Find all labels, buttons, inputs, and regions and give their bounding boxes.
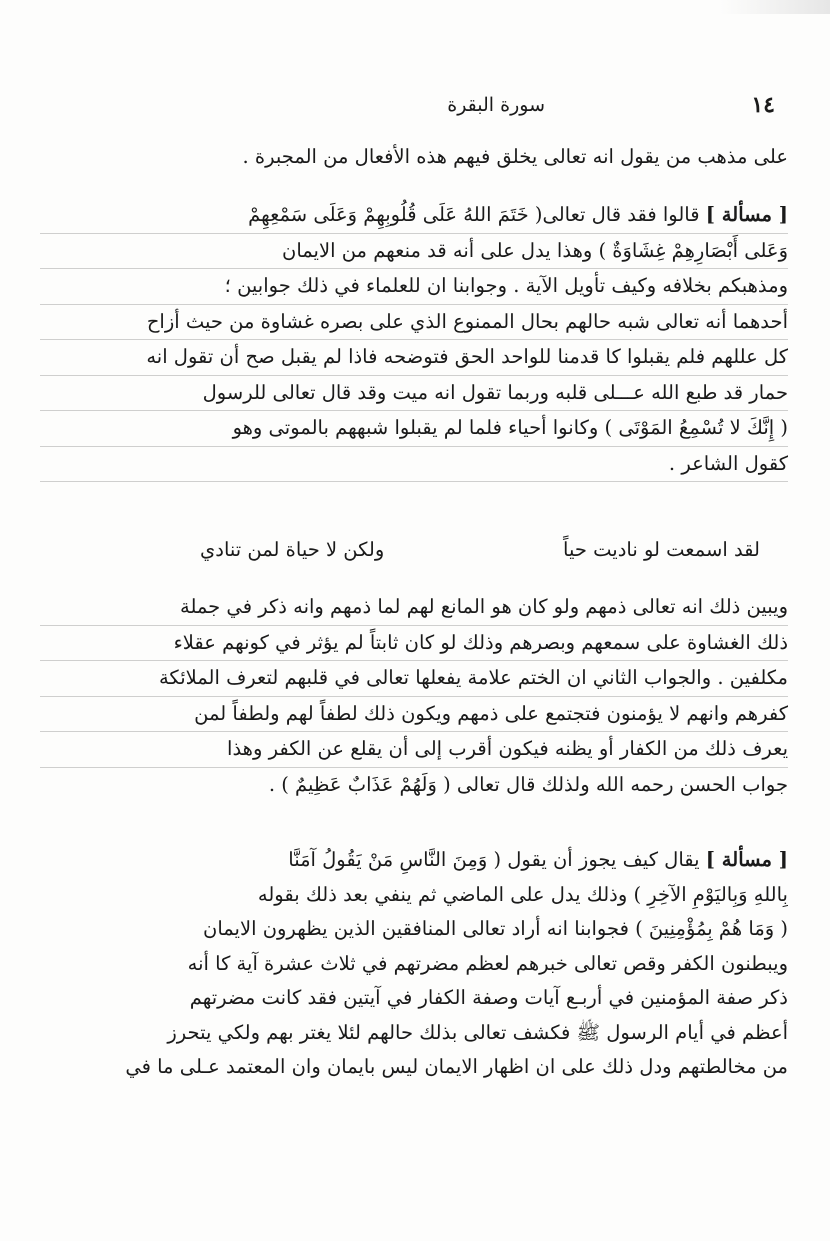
text-line: ( إِنَّكَ لا تُسْمِعُ المَوْتَى ) وكانوا أحياء فلما لم يقبلوا شبههم بالموتى وهو [40,411,788,447]
text-line: ذلك الغشاوة على سمعهم وبصرهم وذلك لو كان ثابتاً لم يؤثر في كونهم عقلاء [40,626,788,662]
text-line: جواب الحسن رحمه الله ولذلك قال تعالى ( وَلَهُمْ عَذَابٌ عَظِيمٌ ) . [268,772,788,796]
text-line: ذكر صفة المؤمنين في أربـع آيات وصفة الكفار في آيتين فقد كانت مضرتهم [189,986,788,1009]
text-line-content: قالوا فقد قال تعالى( خَتَمَ اللهُ عَلَى قُلُوبِهِمْ وَعَلَى سَمْعِهِمْ [248,203,700,226]
text-line: أحدهما أنه تعالى شبه حالهم بحال الممنوع الذي على بصره غشاوة من حيث أزاح [40,305,788,341]
masala-marker: [ مسألة ] [705,203,788,226]
text-line: كفرهم وانهم لا يؤمنون فتجتمع على ذمهم ويكون ذلك لطفاً لهم ولطفاً لمن [40,697,788,733]
text-line: كل عللهم فلم يقبلوا كا قدمنا للواحد الحق فتوضحه فاذا لم يقبل صح أن تقول انه [40,340,788,376]
text-line: أعظم في أيام الرسول ﷺ فكشف تعالى بذلك حالهم لئلا يغتر بهم ولكي يتحرز [167,1020,788,1044]
intro-paragraph [40,140,788,175]
text-line: ويبطنون الكفر وقص تعالى خبرهم لعظم مضرتهم في ثلاث عشرة آية كا أنه [187,951,788,975]
text-line [40,843,788,878]
text-line: وَعَلى أَبْصَارِهِمْ غِشَاوَةٌ ) وهذا يدل على أنه قد منعهم من الايمان [40,234,788,270]
page-number: ١٤ [751,92,775,118]
verse-second-hemistich: ولكن لا حياة لمن تنادي [200,538,385,561]
scan-edge-shade [720,0,830,14]
text-line: على مذهب من يقول انه تعالى يخلق فيهم هذه الأفعال من المجبرة . [242,145,788,168]
text-line: كقول الشاعر . [40,447,788,483]
text-line: ومذهبكم بخلافه وكيف تأويل الآية . وجوابنا ان للعلماء في ذلك جوابين ؛ [40,269,788,305]
masala-marker: [ مسألة ] [705,848,788,871]
text-line: يعرف ذلك من الكفار أو يظنه فيكون أقرب إلى أن يقلع عن الكفر وهذا [40,732,788,768]
verse-first-hemistich: لقد اسمعت لو ناديت حياً [563,538,760,561]
text-line: بِاللهِ وَبِاليَوْمِ الآخِرِ ) وذلك يدل على الماضي ثم ينفي بعد ذلك بقوله [257,882,788,906]
paragraph-2 [40,590,788,802]
text-line: ( وَمَا هُمْ بِمُؤْمِنِينَ ) فجوابنا انه أراد تعالى المنافقين الذين يظهرون الايمان [203,917,788,940]
text-line: من مخالطتهم ودل ذلك على ان اظهار الايمان ليس بايمان وان المعتمد عـلى ما في [125,1055,788,1078]
text-line: حمار قد طبع الله عـــلى قلبه وربما تقول انه ميت وقد قال تعالى للرسول [40,376,788,412]
text-line-content: يقال كيف يجوز أن يقول ( وَمِنَ النَّاسِ مَنْ يَقُولُ آمَنَّا [288,848,700,871]
text-line: ويبين ذلك انه تعالى ذمهم ولو كان هو المانع لهم لما ذمهم وانه ذكر في جملة [40,590,788,626]
running-title: سورة البقرة [447,94,545,116]
masala-2-paragraph [40,843,788,1085]
poetry-verse [200,538,760,568]
text-line [40,198,788,234]
page-header [415,92,775,122]
text-line: مكلفين . والجواب الثاني ان الختم علامة يفعلها تعالى في قلبهم لتعرف الملائكة [40,661,788,697]
masala-1-paragraph [40,198,788,482]
